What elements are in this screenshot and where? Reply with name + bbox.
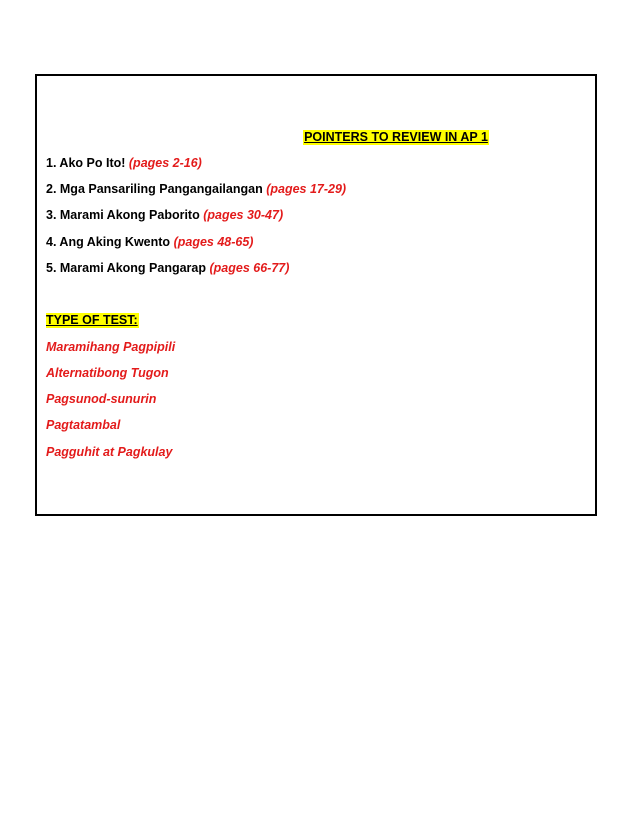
test-type-item: Alternatibong Tugon [46,366,169,380]
test-type-heading: TYPE OF TEST: [46,313,138,327]
review-box [35,74,597,516]
lesson-item-4 [46,235,253,250]
lesson-label: 5. Marami Akong Pangarap [46,261,206,275]
lesson-item-2 [46,182,346,197]
lesson-pages: (pages 48-65) [173,235,254,249]
lesson-item-3 [46,208,283,223]
lesson-pages: (pages 66-77) [209,261,290,275]
lesson-item-5 [46,261,289,276]
lesson-label: 3. Marami Akong Paborito [46,208,200,222]
title-row [37,128,595,146]
lesson-label: 4. Ang Aking Kwento [46,235,171,249]
lesson-pages: (pages 30-47) [203,208,284,222]
test-type-item: Pagguhit at Pagkulay [46,445,173,459]
lesson-item-1 [46,156,202,171]
lesson-pages: (pages 2-16) [128,156,202,170]
page-title: POINTERS TO REVIEW IN AP 1 [304,130,488,144]
lesson-pages: (pages 17-29) [266,182,347,196]
lesson-label: 2. Mga Pansariling Pangangailangan [46,182,263,196]
lesson-label: 1. Ako Po Ito! [46,156,126,170]
test-type-item: Pagtatambal [46,418,121,432]
test-type-item: Pagsunod-sunurin [46,392,157,406]
test-type-item: Maramihang Pagpipili [46,340,176,354]
